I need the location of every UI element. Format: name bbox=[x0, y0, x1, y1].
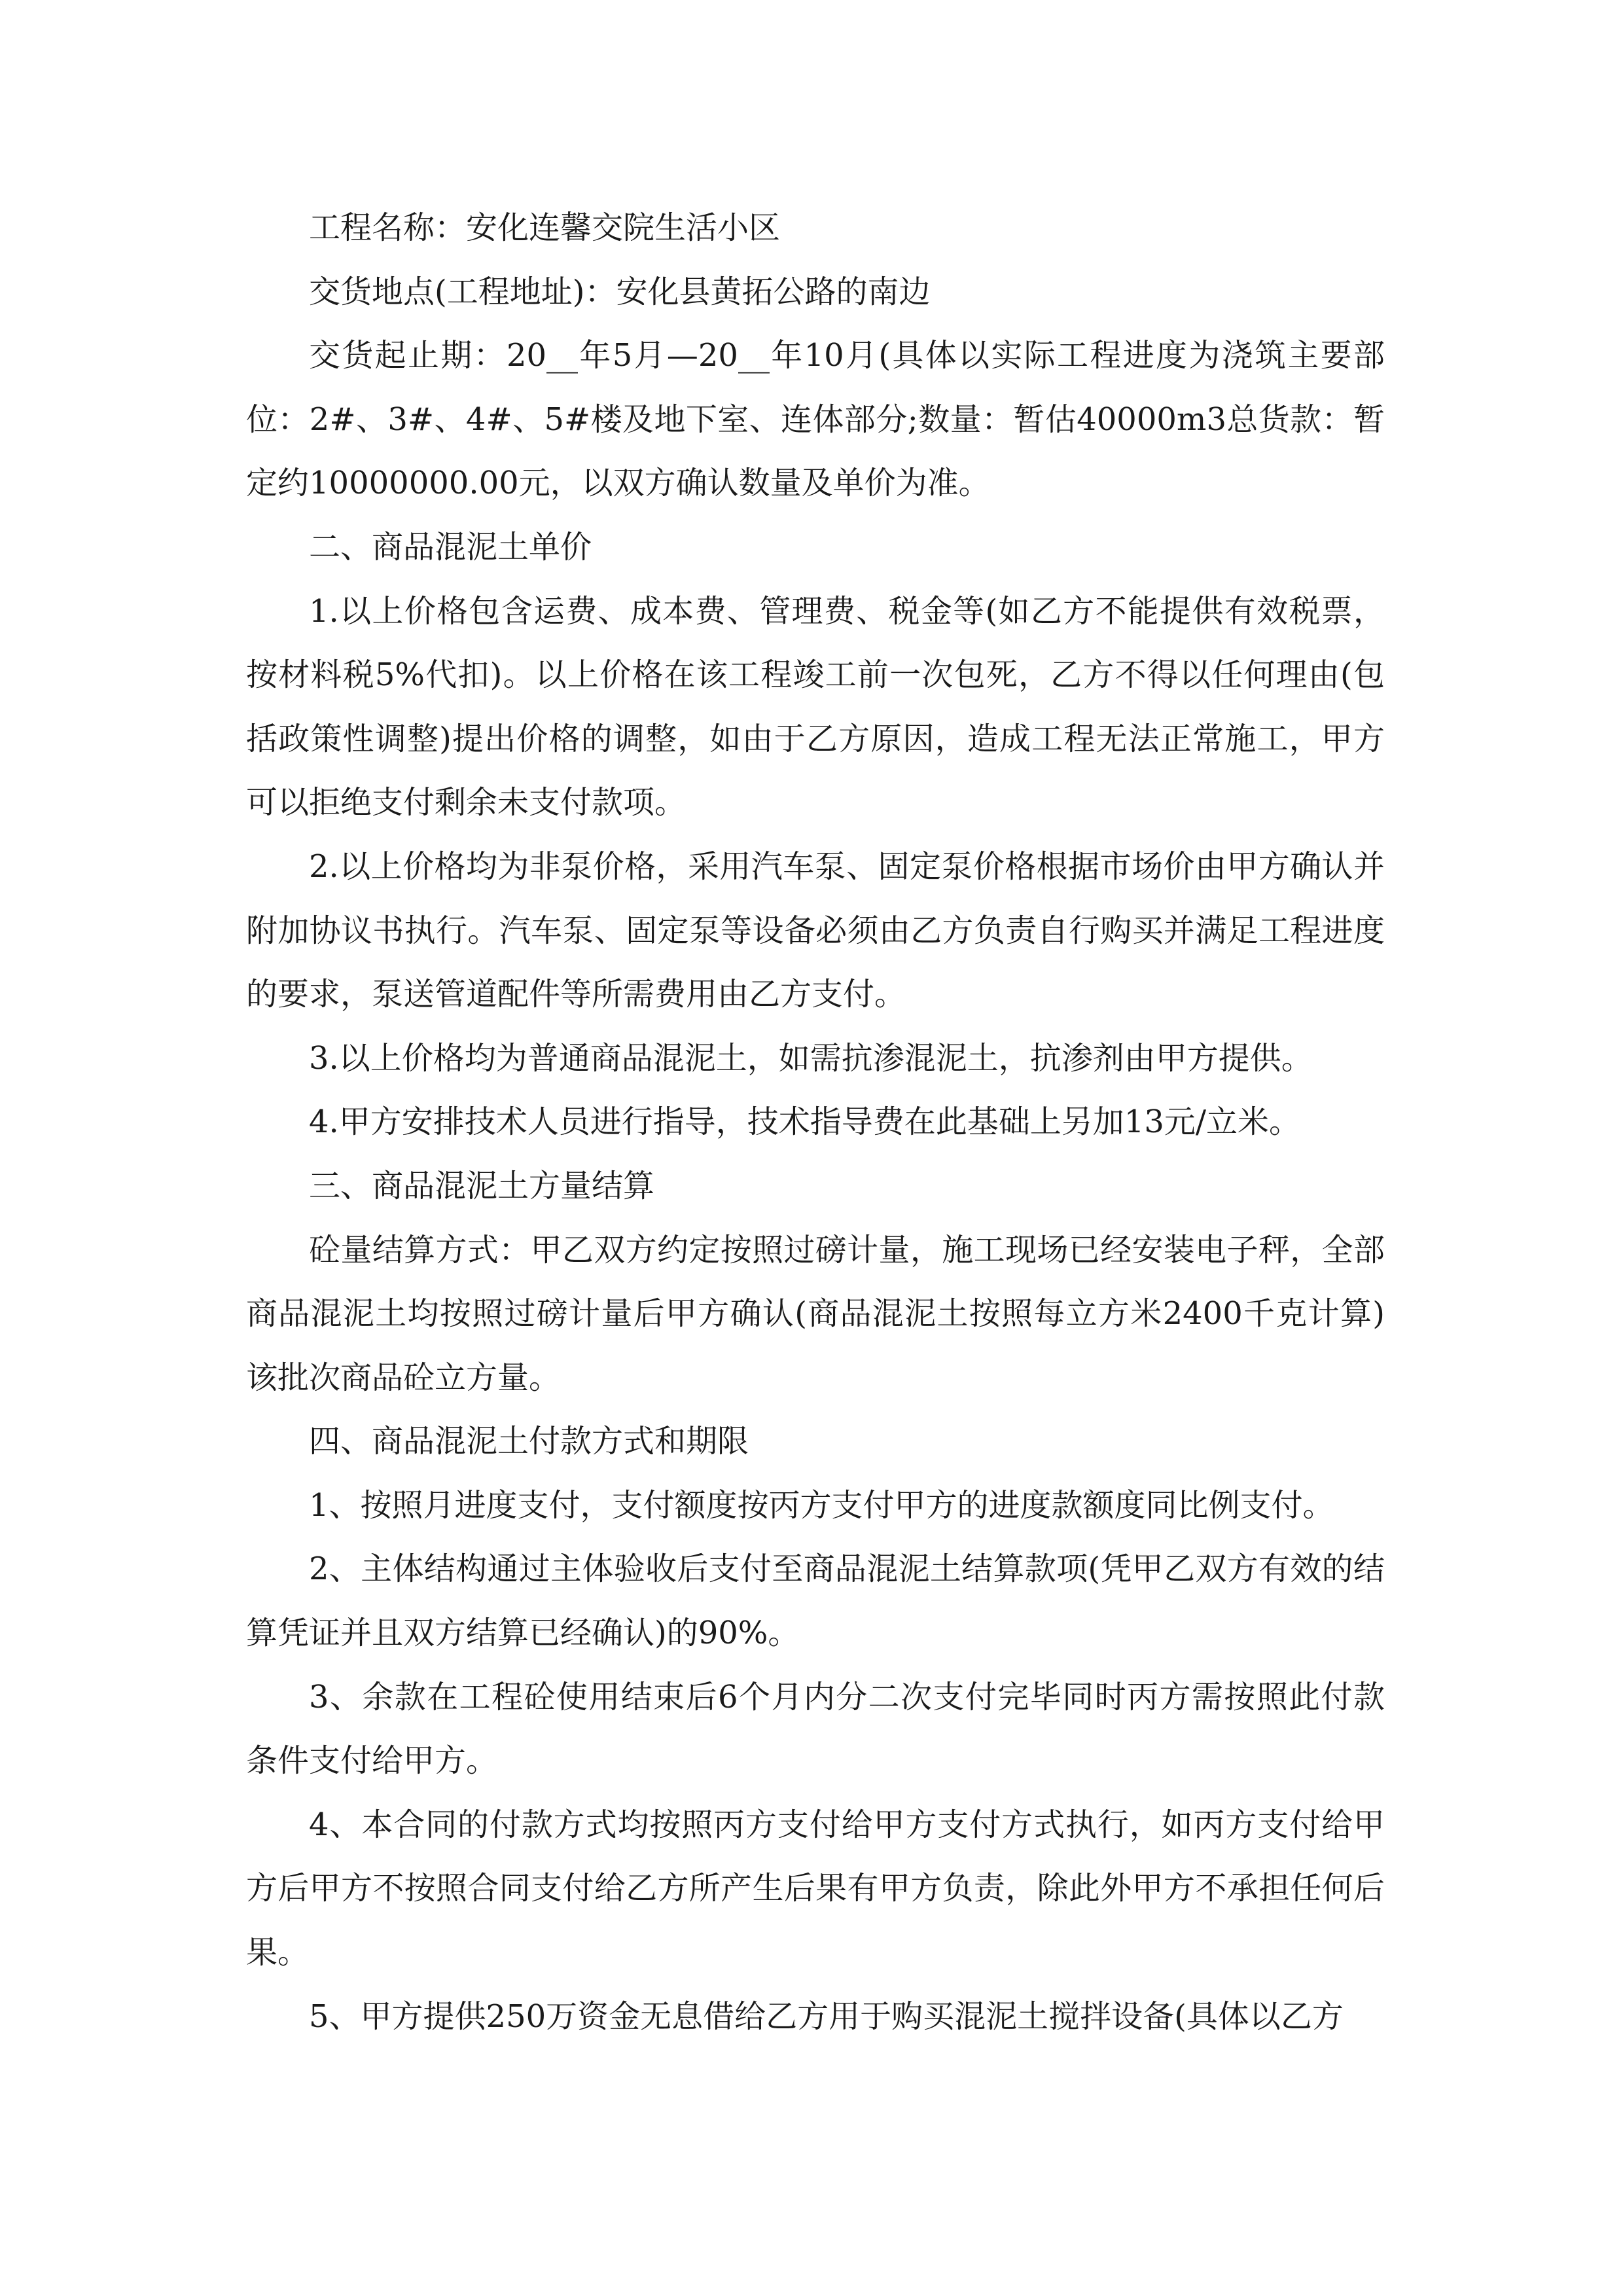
project-name-line: 工程名称：安化连馨交院生活小区 bbox=[309, 209, 781, 246]
clause-settlement-method: 砼量结算方式：甲乙双方约定按照过磅计量，施工现场已经安装电子秤，全部商品混泥土均按照过磅计量后甲方确认(商品混泥土按照每立方米2400千克计算)该批次商品砼立方量。 bbox=[246, 1231, 1385, 1396]
clause-price-item-2: 2.以上价格均为非泵价格，采用汽车泵、固定泵价格根据市场价由甲方确认并附加协议书执行。汽车泵、固定泵等设备必须由乙方负责自行购买并满足工程进度的要求，泵送管道配件等所需费用由乙方支付。 bbox=[246, 848, 1385, 1013]
delivery-location-line: 交货地点(工程地址)：安化县黄拓公路的南边 bbox=[309, 273, 931, 310]
clause-price-item-3: 3.以上价格均为普通商品混泥土，如需抗渗混泥土，抗渗剂由甲方提供。 bbox=[309, 1039, 1313, 1077]
clause-payment-item-3: 3、余款在工程砼使用结束后6个月内分二次支付完毕同时丙方需按照此付款条件支付给甲方。 bbox=[246, 1678, 1385, 1780]
delivery-period-paragraph: 交货起止期：20__年5月—20__年10月(具体以实际工程进度为浇筑主要部位：2#、3#、4#、5#楼及地下室、连体部分;数量：暂估40000m3总货款：暂定约10000000.00元，以双方确认数量及单价为准。 bbox=[246, 337, 1385, 502]
contract-body bbox=[246, 196, 1385, 2049]
clause-price-item-1: 1.以上价格包含运费、成本费、管理费、税金等(如乙方不能提供有效税票，按材料税5%代扣)。以上价格在该工程竣工前一次包死，乙方不得以任何理由(包括政策性调整)提出价格的调整，如由于乙方原因，造成工程无法正常施工，甲方可以拒绝支付剩余未支付款项。 bbox=[246, 592, 1385, 821]
clause-payment-item-4: 4、本合同的付款方式均按照丙方支付给甲方支付方式执行，如丙方支付给甲方后甲方不按照合同支付给乙方所产生后果有甲方负责，除此外甲方不承担任何后果。 bbox=[246, 1806, 1385, 1971]
section-heading-payment-terms: 四、商品混泥土付款方式和期限 bbox=[309, 1423, 749, 1460]
clause-payment-item-2: 2、主体结构通过主体验收后支付至商品混泥土结算款项(凭甲乙双方有效的结算凭证并且双方结算已经确认)的90%。 bbox=[246, 1551, 1385, 1652]
clause-payment-item-1: 1、按照月进度支付，支付额度按丙方支付甲方的进度款额度同比例支付。 bbox=[309, 1486, 1334, 1524]
clause-price-item-4: 4.甲方安排技术人员进行指导，技术指导费在此基础上另加13元/立米。 bbox=[309, 1103, 1301, 1141]
section-heading-unit-price: 二、商品混泥土单价 bbox=[309, 528, 592, 565]
section-heading-quantity-settlement: 三、商品混泥土方量结算 bbox=[309, 1167, 655, 1204]
clause-payment-item-5: 5、甲方提供250万资金无息借给乙方用于购买混泥土搅拌设备(具体以乙方 bbox=[309, 1998, 1344, 2035]
